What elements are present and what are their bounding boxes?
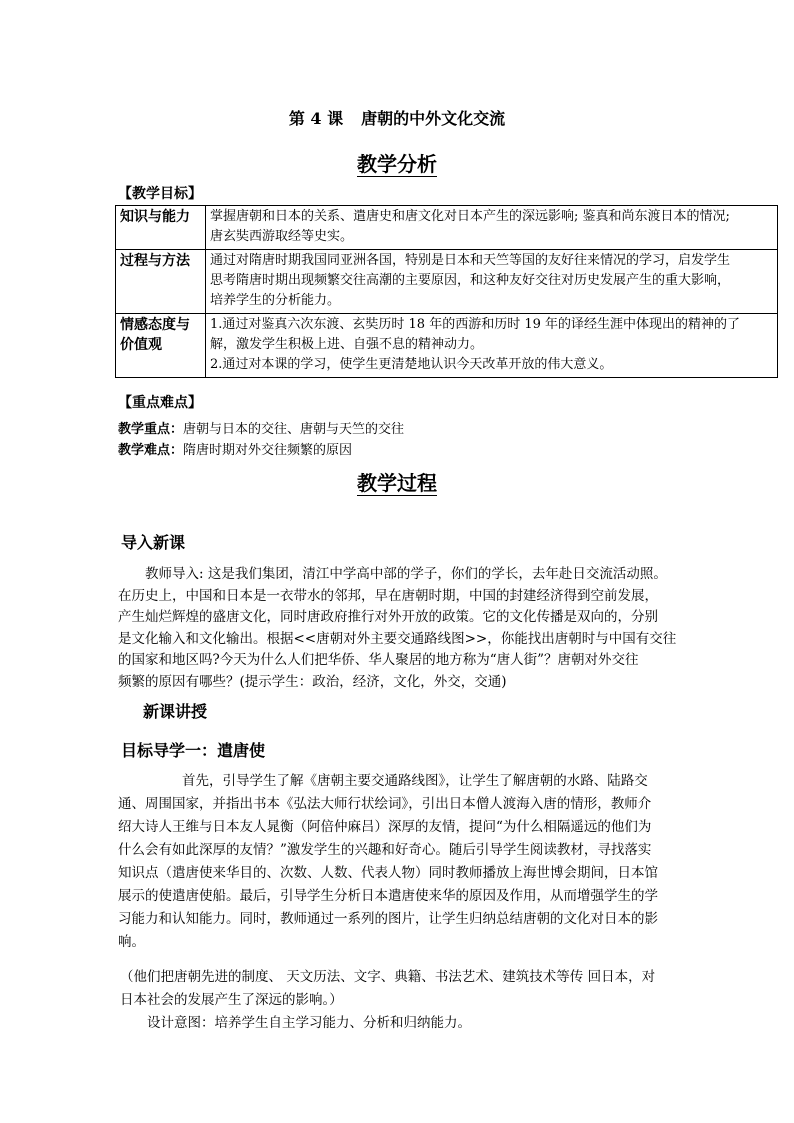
- table-row: [116, 314, 778, 378]
- table-row: [116, 206, 778, 250]
- lesson-name: 唐朝的中外文化交流: [361, 109, 506, 128]
- goal1-heading: 目标导学一：遣唐使: [121, 741, 266, 760]
- goal-label: 知识与能力: [116, 206, 206, 250]
- teaching-process-heading: 教学过程: [357, 471, 437, 495]
- teaching-difficulty: 教学难点：隋唐时期对外交往频繁的原因: [118, 443, 353, 458]
- design-intent: 设计意图：培养学生自主学习能力、分析和归纳能力。: [147, 1015, 471, 1031]
- table-row: [116, 250, 778, 314]
- goal-content: 掌握唐朝和日本的关系、遣唐史和唐文化对日本产生的深远影响; 鉴真和尚东渡日本的情况; 唐玄奘西游取经等史实。: [206, 206, 778, 250]
- goal1-paragraph: 首先，引导学生了解《唐朝主要交通路线图》，让学生了解唐朝的水路、陆路交 通、周围国家，并指出书本《弘法大师行状绘词》，引出日本僧人渡海入唐的情形，教师介 绍大诗人王维与日本友人晁衡（阿倍仲麻吕）深厚的友情，提问“为什么相隔遥远的他们为 什么会有如此深厚的友情？”激发学生的兴趣和好奇心。随后引导学生阅读教材，寻找落实 知识点（遣唐使来华目的、次数、人数、代表人物）同时教师播放上海世博会期间，日本馆 展示的使遣唐使船。最后，引导学生分析日本遣唐使来华的原因及作用，从而增强学生的学 习能力和认知能力。同时，教师通过一系列的图片，让学生归纳总结唐朝的文化对日本的影 响。: [118, 773, 658, 950]
- goal-content: 1.通过对鉴真六次东渡、玄奘历时 18 年的西游和历时 19 年的译经生涯中体现出的精神的了 解，激发学生积极上进、自强不息的精神动力。 2.通过对本课的学习，使学生更清楚地认识今天改革开放的伟大意义。: [206, 314, 778, 378]
- teaching-key-point: 教学重点：唐朝与日本的交往、唐朝与天竺的交往: [118, 422, 405, 437]
- teaching-goals-table: [115, 205, 778, 378]
- teaching-analysis-heading: 教学分析: [357, 152, 437, 176]
- lesson-number: 第 4 课: [288, 109, 344, 128]
- new-lesson-heading: 新课讲授: [143, 702, 208, 721]
- intro-heading: 导入新课: [121, 533, 186, 552]
- goal-label: 情感态度与 价值观: [116, 314, 206, 378]
- goal-content: 通过对隋唐时期我国同亚洲各国，特别是日本和天竺等国的友好往来情况的学习，启发学生 思考隋唐时期出现频繁交往高潮的主要原因，和这种友好交往对历史发展产生的重大影响， 培养学生的分析能力。: [206, 250, 778, 314]
- teaching-goals-heading: 【教学目标】: [118, 186, 202, 202]
- influence-note: （他们把唐朝先进的制度、 天文历法、文字、典籍、书法艺术、建筑技术等传 回日本，对 日本社会的发展产生了深远的影响。）: [120, 969, 656, 1008]
- lesson-title: [0, 106, 794, 129]
- intro-paragraph: 教师导入: 这是我们集团，清江中学高中部的学子，你们的学长，去年赴日交流活动照。 在历史上，中国和日本是一衣带水的邻邦，早在唐朝时期，中国的封建经济得到空前发展， 产生灿烂辉煌的盛唐文化，同时唐政府推行对外开放的政策。它的文化传播是双向的，分别 是文化输入和文化输出。根据<<唐朝对外主要交通路线图>>，你能找出唐朝时与中国有交往 的国家和地区吗?今天为什么人们把华侨、华人聚居的地方称为“唐人街”？唐朝对外交往 频繁的原因有哪些？(提示学生：政治，经济，文化，外交，交通): [118, 566, 677, 690]
- key-difficulty-heading: 【重点难点】: [118, 395, 202, 411]
- goal-label: 过程与方法: [116, 250, 206, 314]
